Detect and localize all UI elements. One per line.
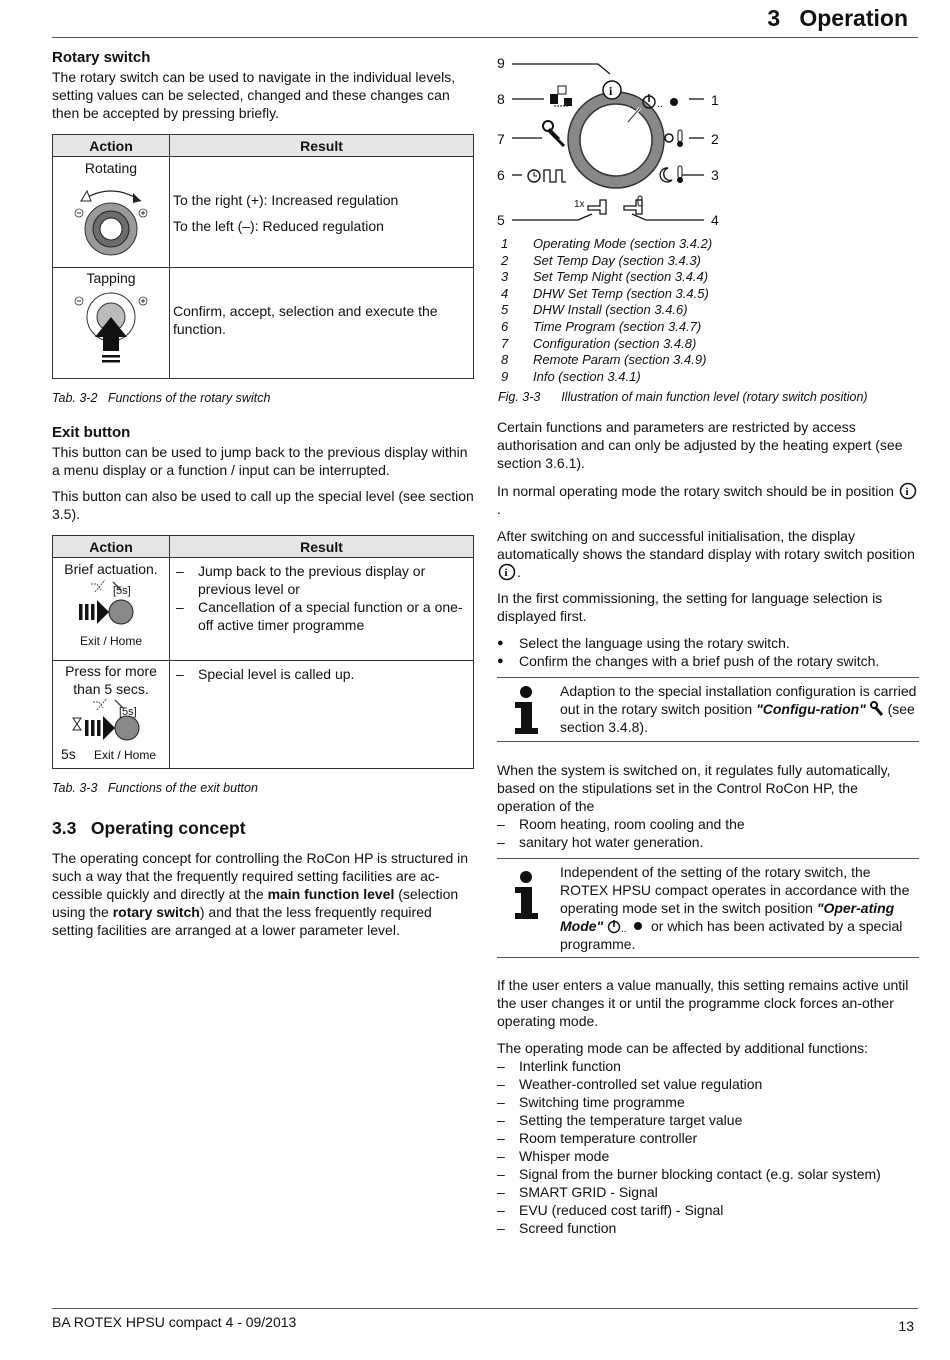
bullet-item: ● Confirm the changes with a brief push of the rotary switch.	[497, 652, 919, 670]
pos-1-num: 1	[711, 92, 719, 108]
list-item: – SMART GRID - Signal	[497, 1183, 919, 1201]
brief-label: Brief actuation.	[64, 561, 158, 577]
five-s-label: [5s]	[113, 585, 131, 597]
list-item: – Whisper mode	[497, 1147, 919, 1165]
onex-label: 1x	[574, 199, 585, 210]
tab-3-3-caption: Tab. 3-3 Functions of the exit button	[52, 781, 258, 795]
pos-6-num: 6	[497, 167, 505, 183]
rotary-table	[52, 134, 474, 379]
page-number: 13	[898, 1318, 914, 1334]
svg-text:..: ..	[657, 99, 663, 110]
wrench-icon	[870, 701, 884, 717]
manual-value-text: If the user enters a value manually, this setting remains active until the user changes it or until the programme clock forces an-other operating mode.	[497, 977, 909, 1029]
list-item: – Switching time programme	[497, 1093, 919, 1111]
rotary-switch-diagram	[492, 50, 732, 232]
five-s-label: [5s]	[119, 706, 137, 718]
col-action: Action	[53, 135, 170, 157]
col-result: Result	[170, 536, 474, 558]
info-icon	[497, 563, 517, 581]
dhw-set-temp-icon	[624, 196, 642, 214]
list-item: – sanitary hot water generation.	[497, 833, 919, 851]
pos-3-num: 3	[711, 167, 719, 183]
tap-result: Confirm, accept, selection and execute the function.	[173, 303, 438, 337]
svg-text:i: i	[609, 84, 613, 98]
exit-p2: This button can also be used to call up the special level (see section 3.5).	[52, 488, 474, 522]
exit-button-icon	[71, 578, 151, 630]
fig-3-3-caption: Fig. 3-3 Illustration of main function level (rotary switch position)	[498, 390, 868, 404]
info-large-icon	[511, 686, 541, 734]
rotary-intro: The rotary switch can be used to navigate in the individual levels, setting values can be selected, changed and these changes can then be accepted by pressing briefly.	[52, 69, 456, 121]
hourglass-5s: 5s	[61, 746, 76, 762]
operation-list	[497, 815, 919, 851]
exit-table	[52, 535, 474, 769]
additional-functions-list	[497, 1057, 919, 1237]
normal-mode-text: In normal operating mode the rotary switch should be in position i .	[497, 482, 919, 518]
initialisation-text: After switching on and successful initialisation, the display automatically shows the standard display with rotary switch position i .	[497, 528, 915, 580]
remote-param-icon	[550, 86, 572, 106]
pos-8-num: 8	[497, 91, 505, 107]
figure-legend	[501, 236, 712, 385]
legend-item: 4 DHW Set Temp (section 3.4.5)	[501, 285, 709, 301]
pos-7-num: 7	[497, 131, 505, 147]
list-item: – Screed function	[497, 1219, 919, 1237]
legend-item: 9 Info (section 3.4.1)	[501, 368, 641, 384]
legend-item: 2 Set Temp Day (section 3.4.3)	[501, 252, 701, 268]
brief-result-2: – Cancellation of a special function or a one-off active timer programme	[176, 598, 473, 634]
dhw-install-icon	[588, 200, 606, 214]
rotating-label: Rotating	[84, 160, 138, 176]
set-temp-day-icon	[665, 130, 683, 147]
tab-3-2-caption: Tab. 3-2 Functions of the rotary switch	[52, 391, 271, 405]
svg-text:i: i	[905, 486, 909, 498]
svg-text:..: ..	[621, 924, 627, 934]
info-icon	[603, 81, 621, 99]
legend-item: 3 Set Temp Night (section 3.4.4)	[501, 269, 709, 285]
rotate-left-result: To the left (–): Reduced regulation	[173, 218, 384, 234]
exit-home-label: Exit / Home	[79, 634, 142, 648]
operating-mode-icon	[643, 94, 678, 110]
info-note-operating-mode: Independent of the setting of the rotary switch, the ROTEX HPSU compact operates in accordance with the operating mode set in the switch position "Oper-ating Mode" .. or which has been activated by a special programme.	[497, 858, 919, 958]
automatic-operation-text: When the system is switched on, it regulates fully automatically, based on the stipulations set in the Control RoCon HP, the operation of the	[497, 762, 891, 814]
press-result: – Special level is called up.	[176, 665, 473, 683]
list-item: – Setting the temperature target value	[497, 1111, 919, 1129]
exit-p1: This button can be used to jump back to the previous display within a menu display or a function / input can be interrupted.	[52, 444, 468, 478]
legend-item: 5 DHW Install (section 3.4.6)	[501, 302, 688, 318]
configuration-icon	[543, 121, 564, 146]
exit-home-label: Exit / Home	[93, 748, 156, 762]
footer-rule	[52, 1308, 918, 1309]
exit-button-hold-icon	[71, 698, 151, 744]
knob-rotate-icon	[71, 177, 151, 257]
svg-text:i: i	[504, 567, 508, 579]
list-item: – Weather-controlled set value regulation	[497, 1075, 919, 1093]
bullet-item: ● Select the language using the rotary switch.	[497, 634, 919, 652]
exit-button-heading: Exit button	[52, 424, 131, 441]
list-item: – Room heating, room cooling and the	[497, 815, 919, 833]
info-note-configuration: Adaption to the special installation configuration is carried out in the rotary switch position "Configu-ration" (see section 3.4.8).	[497, 677, 919, 742]
operating-mode-icon	[607, 918, 647, 934]
operating-concept-text: The operating concept for controlling the RoCon HP is structured in such a way that the frequently required setting facilities are ac-cessible quickly and directly at the main function level (selection using the rotary switch) and that the less frequently required setting facilities are arranged at a lower parameter level.	[52, 850, 469, 938]
list-item: – EVU (reduced cost tariff) - Signal	[497, 1201, 919, 1219]
footer-document-id: BA ROTEX HPSU compact 4 - 09/2013	[52, 1314, 297, 1330]
chapter-title: 3 Operation	[767, 5, 908, 31]
legend-item: 7 Configuration (section 3.4.8)	[501, 335, 697, 351]
list-item: – Interlink function	[497, 1057, 919, 1075]
list-item: – Signal from the burner blocking contact (e.g. solar system)	[497, 1165, 919, 1183]
header-rule	[52, 37, 918, 38]
language-text: In the first commissioning, the setting for language selection is displayed first.	[497, 590, 883, 624]
legend-item: 8 Remote Param (section 3.4.9)	[501, 352, 707, 368]
press-label: Press for more than 5 secs.	[65, 663, 157, 697]
info-large-icon	[511, 871, 541, 919]
pos-5-num: 5	[497, 212, 505, 228]
access-text: Certain functions and parameters are restricted by access authorisation and can only be adjusted by the heating expert (see section 3.6.1).	[497, 419, 903, 471]
col-action: Action	[53, 536, 170, 558]
list-item: – Room temperature controller	[497, 1129, 919, 1147]
functions-intro: The operating mode can be affected by additional functions:	[497, 1040, 868, 1056]
rotate-right-result: To the right (+): Increased regulation	[173, 192, 399, 208]
pos-2-num: 2	[711, 131, 719, 147]
pos-9-num: 9	[497, 55, 505, 71]
rotary-switch-heading: Rotary switch	[52, 49, 151, 66]
legend-item: 6 Time Program (section 3.4.7)	[501, 318, 702, 334]
language-steps	[497, 634, 919, 670]
brief-result-1: – Jump back to the previous display or previous level or	[176, 562, 473, 598]
pos-4-num: 4	[711, 212, 719, 228]
knob-tap-icon	[71, 287, 151, 369]
operating-concept-heading: 3.3 Operating concept	[52, 818, 246, 838]
time-program-icon	[528, 170, 566, 182]
legend-item: 1 Operating Mode (section 3.4.2)	[501, 236, 713, 251]
info-icon	[898, 482, 918, 500]
tapping-label: Tapping	[86, 270, 136, 286]
set-temp-night-icon	[660, 166, 683, 183]
col-result: Result	[170, 135, 474, 157]
